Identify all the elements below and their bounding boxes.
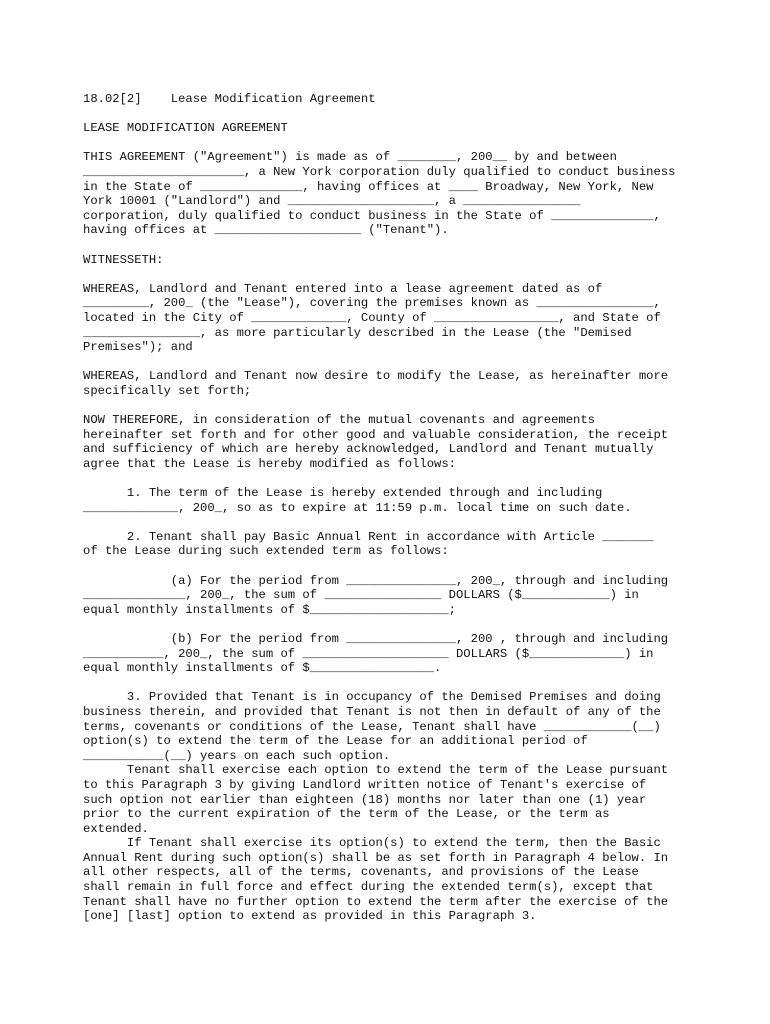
document-paragraph [83,253,703,268]
text-line: prior to the current expiration of the term of the Lease, or the term as [83,807,610,822]
text-line: corporation, duly qualified to conduct business in the State of ______________, [83,208,661,223]
text-line: business therein, and provided that Tenant is not then in default of any of the [83,704,661,719]
text-line: Premises"); and [83,340,193,355]
document-paragraph [83,632,703,676]
text-line: and sufficiency of which are hereby acknowledged, Landlord and Tenant mutually [83,442,654,457]
text-line: 3. Provided that Tenant is in occupancy of the Demised Premises and doing [83,690,661,705]
text-line: Tenant shall have no further option to extend the term after the exercise of the [83,894,669,909]
text-line: shall remain in full force and effect during the extended term(s), except that [83,880,654,895]
text-line: (a) For the period from _______________, 200_, through and including [83,573,669,588]
text-line: 2. Tenant shall pay Basic Annual Rent in accordance with Article _______ [83,529,654,544]
document-paragraph [83,530,703,559]
text-line: hereinafter set forth and for other good and valuable consideration, the receipt [83,427,669,442]
text-line: 1. The term of the Lease is hereby extended through and including [83,486,603,501]
document-paragraph [83,92,703,107]
text-line: extended. [83,821,149,836]
text-line: equal monthly installments of $_________________. [83,661,442,676]
text-line: such option not earlier than eighteen (18) months nor later than one (1) year [83,792,647,807]
text-line: specifically set forth; [83,383,252,398]
document-page [83,92,703,924]
text-line: [one] [last] option to extend as provided in this Paragraph 3. [83,909,537,924]
text-line: NOW THEREFORE, in consideration of the mutual covenants and agreements [83,413,595,428]
text-line: ___________, 200_, the sum of ____________________ DOLLARS ($_____________) in [83,646,654,661]
text-line: located in the City of _____________, County of _________________, and State of [83,310,661,325]
text-line: option(s) to extend the term of the Lease for an additional period of [83,734,588,749]
text-line: WITNESSETH: [83,252,164,267]
text-line: ___________(__) years on each such option. [83,748,391,763]
text-line: to this Paragraph 3 by giving Landlord written notice of Tenant's exercise of [83,777,647,792]
text-line: ______________, 200_, the sum of ________________ DOLLARS ($____________) in [83,588,639,603]
text-line: terms, covenants or conditions of the Lease, Tenant shall have ____________(__) [83,719,661,734]
document-paragraph [83,282,703,355]
document-paragraph [83,150,703,238]
text-line: in the State of ______________, having offices at ____ Broadway, New York, New [83,179,654,194]
document-paragraph [83,690,703,924]
text-line: ________________, as more particularly described in the Lease (the "Demised [83,325,632,340]
text-line: WHEREAS, Landlord and Tenant entered into a lease agreement dated as of [83,281,603,296]
text-line: 18.02[2] Lease Modification Agreement [83,92,376,106]
text-line: (b) For the period from _______________, 200 , through and including [83,631,669,646]
text-line: equal monthly installments of $___________________; [83,602,456,617]
text-line: LEASE MODIFICATION AGREEMENT [83,121,288,136]
document-paragraph [83,574,703,618]
document-paragraph [83,486,703,515]
text-line: Annual Rent during such option(s) shall be as set forth in Paragraph 4 below. In [83,850,669,865]
document-paragraph [83,413,703,471]
text-line: of the Lease during such extended term as follows: [83,544,449,559]
document-paragraph [83,369,703,398]
text-line: _________, 200_ (the "Lease"), covering the premises known as ________________, [83,296,661,311]
text-line: Tenant shall exercise each option to extend the term of the Lease pursuant [83,763,669,778]
document-paragraph [83,121,703,136]
text-line: If Tenant shall exercise its option(s) to extend the term, then the Basic [83,836,661,851]
text-line: THIS AGREEMENT ("Agreement") is made as of ________, 200__ by and between [83,150,617,165]
text-line: WHEREAS, Landlord and Tenant now desire to modify the Lease, as hereinafter more [83,369,669,384]
text-line: having offices at ____________________ ("Tenant"). [83,223,449,238]
text-line: _____________, 200_, so as to expire at 11:59 p.m. local time on such date. [83,500,632,515]
text-line: all other respects, all of the terms, covenants, and provisions of the Lease [83,865,639,880]
text-line: agree that the Lease is hereby modified as follows: [83,456,456,471]
text-line: ______________________, a New York corporation duly qualified to conduct business [83,164,676,179]
text-line: York 10001 ("Landlord") and ____________________, a ________________ [83,194,581,209]
